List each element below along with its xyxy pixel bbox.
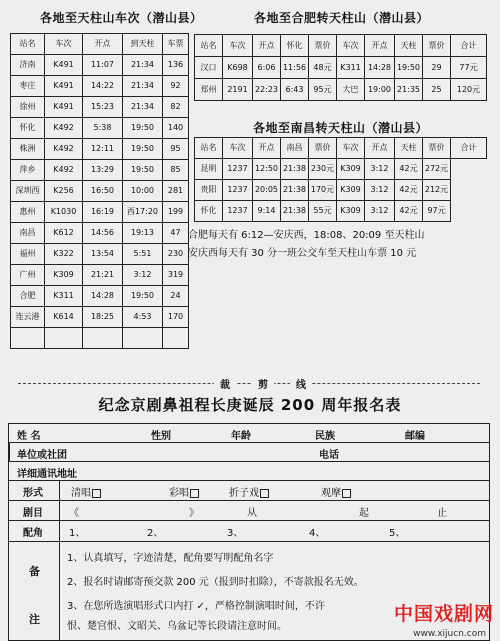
header-cell: 天柱 (395, 138, 423, 159)
play-start-label: 起 (359, 508, 369, 519)
table-cell: 272元 (423, 159, 451, 180)
table-cell: 广州 (11, 265, 45, 286)
table-cell (83, 328, 123, 349)
table-cell: 47 (163, 223, 189, 244)
table-cell: 42元 (395, 159, 423, 180)
table-cell: 5:51 (123, 244, 163, 265)
table-cell: 212元 (423, 180, 451, 201)
header-cell: 车次 (337, 35, 365, 57)
header-cell: 车次 (45, 34, 83, 55)
table-cell: 3:12 (365, 159, 395, 180)
table-cell: 株洲 (11, 139, 45, 160)
table-cell: K492 (45, 160, 83, 181)
table-cell: 14:22 (83, 76, 123, 97)
table-cell: K491 (45, 97, 83, 118)
play-label: 剧目 (23, 508, 43, 519)
table-cell: 24 (163, 286, 189, 307)
header-cell: 票价 (423, 138, 451, 159)
table-row (11, 181, 189, 202)
form-row-unit (9, 442, 489, 462)
header-cell: 车次 (337, 138, 365, 159)
table-cell: K309 (337, 201, 365, 222)
train-table-hefei (194, 34, 487, 101)
table-row (11, 223, 189, 244)
table-row (11, 97, 189, 118)
table-cell: K614 (45, 307, 83, 328)
table-cell: 19:50 (123, 139, 163, 160)
table-cell (163, 328, 189, 349)
remarks-label-2: 注 (29, 613, 40, 626)
table-row (11, 76, 189, 97)
table-cell: 29 (423, 57, 451, 79)
table-cell: 20:05 (253, 180, 281, 201)
checkbox-icon[interactable] (260, 489, 269, 498)
table-cell: K492 (45, 139, 83, 160)
cut-label-3: 线 (290, 376, 312, 391)
unit-label: 单位或社团 (17, 450, 67, 461)
header-cell: 开点 (365, 35, 395, 57)
remark-4: 恨、楚宫恨、文昭关、乌盆记等长段请注意时间。 (67, 621, 287, 632)
table-cell: 大巴 (337, 79, 365, 101)
table-cell: 6:06 (253, 57, 281, 79)
table-row (195, 180, 487, 201)
table-cell: 萍乡 (11, 160, 45, 181)
table-cell: 19:50 (123, 286, 163, 307)
table-cell: 120元 (451, 79, 487, 101)
table-cell: 19:13 (123, 223, 163, 244)
table1-title: 各地至天柱山车次（潜山县） (40, 11, 203, 25)
table-cell: 97元 (423, 201, 451, 222)
train-table-nanchang (194, 137, 487, 222)
table-cell: 281 (163, 181, 189, 202)
table-cell: 82 (163, 97, 189, 118)
table-row (11, 307, 189, 328)
table-cell: 25 (423, 79, 451, 101)
table-cell: K322 (45, 244, 83, 265)
header-cell: 开点 (365, 138, 395, 159)
form-title: 纪念京剧鼻祖程长庚诞辰 200 周年报名表 (98, 396, 402, 414)
watermark-url: www.xijucn.com (413, 629, 486, 639)
table-cell (123, 328, 163, 349)
checkbox-icon[interactable] (92, 489, 101, 498)
option-excerpt[interactable]: 折子戏 (229, 484, 269, 499)
form-row-roles (9, 520, 489, 542)
table-cell: 230元 (309, 159, 337, 180)
table-cell: 85 (163, 160, 189, 181)
table-cell: 92 (163, 76, 189, 97)
table-cell: 18:25 (83, 307, 123, 328)
table-cell: 170元 (309, 180, 337, 201)
table-cell: 1237 (223, 159, 253, 180)
table-cell: 21:34 (123, 55, 163, 76)
table-cell: 汉口 (195, 57, 223, 79)
age-label: 年龄 (231, 431, 251, 442)
table-cell: 16:19 (83, 202, 123, 223)
play-from-label: 从 (247, 508, 257, 519)
table-cell: K256 (45, 181, 83, 202)
table-cell: 4:53 (123, 307, 163, 328)
role-slot-5: 5、 (389, 528, 406, 539)
table-cell: 西17:20 (123, 202, 163, 223)
table-cell: 13:54 (83, 244, 123, 265)
form-row-type (9, 480, 489, 501)
table-cell: 12:50 (253, 159, 281, 180)
table-cell: 深圳西 (11, 181, 45, 202)
form-row-basic (9, 424, 489, 443)
table-cell: 19:50 (123, 118, 163, 139)
table-cell: 徐州 (11, 97, 45, 118)
table-cell: 1237 (223, 180, 253, 201)
header-cell: 南昌 (281, 138, 309, 159)
table-row (11, 139, 189, 160)
table-cell: 2191 (223, 79, 253, 101)
form-row-play (9, 500, 489, 521)
header-cell: 站名 (195, 35, 223, 57)
option-observe[interactable]: 观摩 (321, 484, 351, 499)
table-cell: 19:50 (395, 57, 423, 79)
option-costume[interactable]: 彩唱 (169, 484, 199, 499)
table-cell: 95元 (309, 79, 337, 101)
header-cell: 票价 (309, 138, 337, 159)
table-cell: 21:38 (281, 159, 309, 180)
table-header-row (195, 138, 487, 159)
role-slot-1: 1、 (69, 528, 86, 539)
remarks-label-1: 备 (29, 565, 40, 578)
form-row-address (9, 461, 489, 481)
phone-label: 电话 (319, 450, 339, 461)
table-cell: 9:14 (253, 201, 281, 222)
table-cell: K492 (45, 118, 83, 139)
table-row (11, 160, 189, 181)
table-cell: 42元 (395, 180, 423, 201)
table-cell: 5:38 (83, 118, 123, 139)
table-cell: 21:38 (281, 180, 309, 201)
table-cell: 48元 (309, 57, 337, 79)
table-row (11, 118, 189, 139)
table-cell: 3:12 (365, 180, 395, 201)
table-cell: 连云港 (11, 307, 45, 328)
table-cell: 14:56 (83, 223, 123, 244)
train-table-direct (10, 33, 189, 349)
table-cell: 55元 (309, 201, 337, 222)
table-cell: 南昌 (11, 223, 45, 244)
postcode-label: 邮编 (405, 431, 425, 442)
header-cell: 开点 (83, 34, 123, 55)
table-cell: 19:50 (123, 160, 163, 181)
table-cell: 惠州 (11, 202, 45, 223)
table-row (11, 55, 189, 76)
type-label: 形式 (23, 488, 43, 499)
cut-label-2: 剪 (252, 376, 274, 391)
table-cell: K311 (337, 57, 365, 79)
play-open-mark: 《 (69, 508, 79, 519)
header-cell: 站名 (195, 138, 223, 159)
table-cell: 昆明 (195, 159, 223, 180)
header-cell: 天柱 (395, 35, 423, 57)
table-cell: 22:23 (253, 79, 281, 101)
table3-title: 各地至南昌转天柱山（潜山县） (253, 121, 429, 135)
table-row (11, 244, 189, 265)
checkbox-icon[interactable] (342, 489, 351, 498)
name-label: 姓 名 (17, 431, 41, 442)
table-cell: 3:12 (123, 265, 163, 286)
table-row (195, 79, 487, 101)
table-cell: 230 (163, 244, 189, 265)
role-label: 配角 (23, 528, 43, 539)
header-cell: 车票 (163, 34, 189, 55)
table-row (11, 202, 189, 223)
remark-1: 1、认真填写，字迹清楚，配角要写明配角名字 (67, 553, 274, 564)
header-cell: 票价 (423, 35, 451, 57)
table-row (11, 328, 189, 349)
table-cell: 怀化 (11, 118, 45, 139)
role-slot-3: 3、 (227, 528, 244, 539)
table-cell: 13:29 (83, 160, 123, 181)
table-cell: 140 (163, 118, 189, 139)
header-cell: 站名 (11, 34, 45, 55)
table-cell: 42元 (395, 201, 423, 222)
form-divider (59, 480, 60, 541)
table-cell: 10:00 (123, 181, 163, 202)
header-cell: 开点 (253, 138, 281, 159)
checkbox-icon[interactable] (190, 489, 199, 498)
header-cell: 车次 (223, 35, 253, 57)
table-cell: K309 (337, 180, 365, 201)
table-cell: 12:11 (83, 139, 123, 160)
table-cell: K491 (45, 76, 83, 97)
cut-line (18, 383, 480, 384)
table-row (195, 159, 487, 180)
table-cell: K311 (45, 286, 83, 307)
table-row (195, 57, 487, 79)
option-solo[interactable]: 清唱 (71, 484, 101, 499)
table-header-row (195, 35, 487, 57)
table-cell: K491 (45, 55, 83, 76)
table-cell: 1237 (223, 201, 253, 222)
table-cell: 77元 (451, 57, 487, 79)
table-cell: K309 (45, 265, 83, 286)
table-row (11, 286, 189, 307)
table-cell: K309 (337, 159, 365, 180)
table-cell: 199 (163, 202, 189, 223)
header-cell: 合计 (451, 35, 487, 57)
watermark-logo: 中国戏剧网 (393, 603, 494, 625)
table-cell (45, 328, 83, 349)
play-close-mark: 》 (189, 508, 199, 519)
header-cell: 票价 (309, 35, 337, 57)
table-cell: 枣庄 (11, 76, 45, 97)
table-cell (11, 328, 45, 349)
table-cell: 19:00 (365, 79, 395, 101)
note-line-2: 安庆西每天有 30 分一班公交车至天柱山车票 10 元 (188, 248, 417, 259)
table-cell: 11:07 (83, 55, 123, 76)
table2-title: 各地至合肥转天柱山（潜山县） (254, 11, 430, 25)
table-cell: 6:43 (281, 79, 309, 101)
table-header-row (11, 34, 189, 55)
table-cell: 合肥 (11, 286, 45, 307)
table-cell: 3:12 (365, 201, 395, 222)
header-cell: 开点 (253, 35, 281, 57)
remark-2: 2、报名时请邮寄预交款 200 元（报到时扣除），不寄款报名无效。 (67, 577, 364, 588)
cut-label-1: 裁 (214, 376, 236, 391)
table-cell: K1030 (45, 202, 83, 223)
table-cell: 21:21 (83, 265, 123, 286)
table-cell: 21:35 (395, 79, 423, 101)
table-row (195, 201, 487, 222)
header-cell: 怀化 (281, 35, 309, 57)
role-slot-4: 4、 (309, 528, 326, 539)
table-cell: 170 (163, 307, 189, 328)
table-cell: 14:28 (83, 286, 123, 307)
table-cell: 贵阳 (195, 180, 223, 201)
remark-3: 3、在您所选演唱形式口内打 ✓，严格控制演唱时间，不许 (67, 601, 325, 612)
table-cell: 21:34 (123, 97, 163, 118)
gender-label: 性别 (151, 431, 171, 442)
table-cell: 136 (163, 55, 189, 76)
table-row (11, 265, 189, 286)
address-label: 详细通讯地址 (17, 469, 77, 480)
table-cell: 319 (163, 265, 189, 286)
table-cell: 16:50 (83, 181, 123, 202)
table-cell: 福州 (11, 244, 45, 265)
play-end-label: 止 (437, 508, 447, 519)
ethnicity-label: 民族 (315, 431, 335, 442)
table-cell: 怀化 (195, 201, 223, 222)
table-cell: 14:28 (365, 57, 395, 79)
table-cell: 15:23 (83, 97, 123, 118)
table-cell: 21:38 (281, 201, 309, 222)
header-cell: 车次 (223, 138, 253, 159)
role-slot-2: 2、 (147, 528, 164, 539)
table-cell: 21:34 (123, 76, 163, 97)
table-cell: 郑州 (195, 79, 223, 101)
header-cell: 到天柱 (123, 34, 163, 55)
table-cell: K698 (223, 57, 253, 79)
table-cell: 济南 (11, 55, 45, 76)
table-cell: 95 (163, 139, 189, 160)
note-line-1: 合肥每天有 6:12—安庆西，18:08、20:09 至天柱山 (188, 230, 425, 241)
table-cell: 11:56 (281, 57, 309, 79)
header-cell: 合计 (451, 138, 487, 159)
table-cell: K612 (45, 223, 83, 244)
